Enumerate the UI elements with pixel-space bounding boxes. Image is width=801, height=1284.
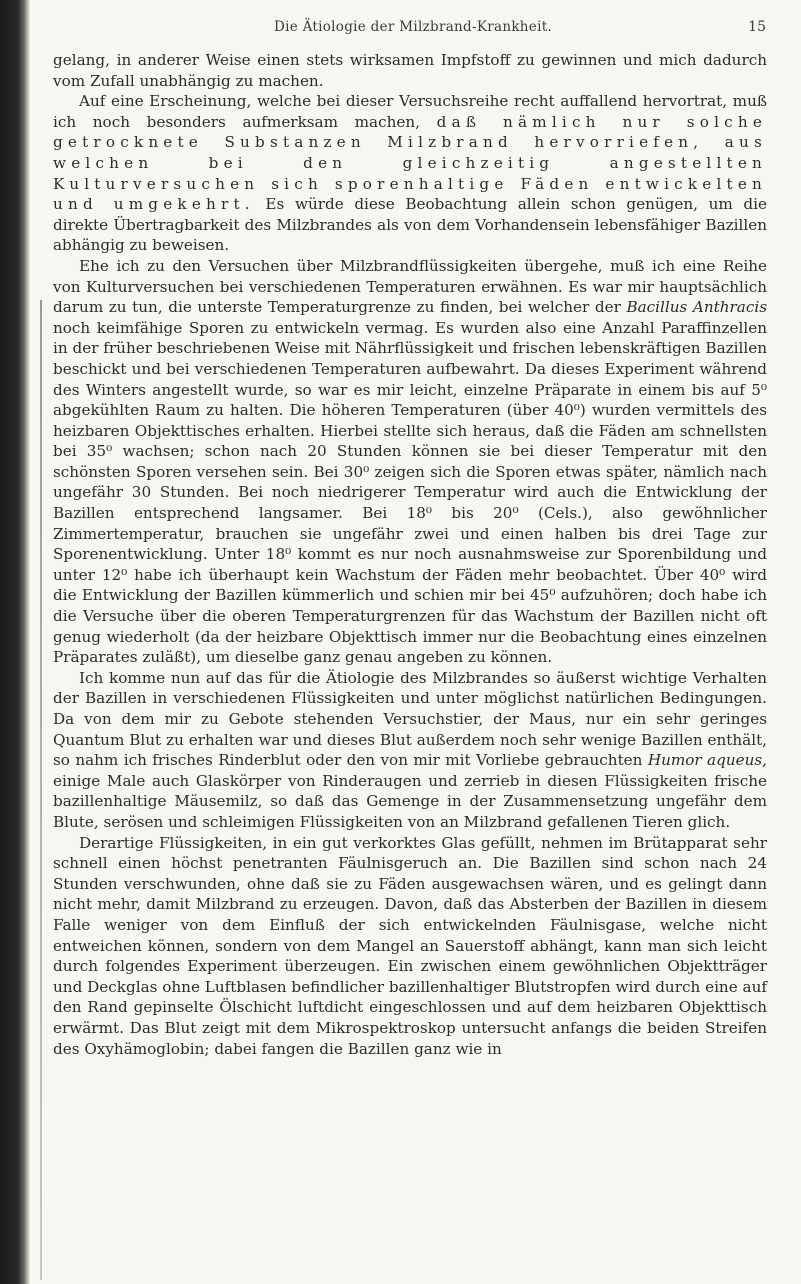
paragraph-2 [53,91,767,256]
paragraph-4-italic: Humor aqueus, [647,751,768,770]
paragraph-3-end: noch keimfähige Sporen zu entwickeln vermag. Es wurden also eine Anzahl Paraffinzellen in der früher beschriebenen Weise mit Nährflüssigkeit und frischen lebenskräftigen Bazillen beschickt und bei verschiedenen Temperaturen aufbewahrt. Da dieses Experiment während des Winters angestellt wurde, so war es mir leicht, einzelne Präparate in einem bis auf 5⁰ abgekühlten Raum zu halten. Die höheren Temperaturen (über 40⁰) wurden vermittels des heizbaren Objekttisches erhalten. Hierbei stellte sich heraus, daß die Fäden am schnellsten bei 35⁰ wachsen; schon nach 20 Stunden können sie bei dieser Temperatur mit den schönsten Sporen versehen sein. Bei 30⁰ zeigen sich die Sporen etwas später, nämlich nach ungefähr 30 Stunden. Bei noch niedrigerer Temperatur wird auch die Entwicklung der Bazillen entsprechend langsamer. Bei 18⁰ bis 20⁰ (Cels.), also gewöhnlicher Zimmertemperatur, brauchen sie ungefähr zwei und einen halben bis drei Tage zur Sporenentwicklung. Unter 18⁰ kommt es nur noch ausnahmsweise zur Sporenbildung und unter 12⁰ habe ich überhaupt kein Wachstum der Fäden mehr beobachtet. Über 40⁰ wird die Entwicklung der Bazillen kümmerlich und schien mir bei 45⁰ aufzuhören; doch habe ich die Versuche über die oberen Temperaturgrenzen für das Wachstum der Bazillen nicht oft genug wiederholt (da der heizbare Objekttisch immer nur die Beobachtung eines einzelnen Präparates zuläßt), um dieselbe ganz genau angeben zu können. [53,318,767,667]
body-text [53,50,767,1059]
paragraph-5: Derartige Flüssigkeiten, in ein gut verkorktes Glas gefüllt, nehmen im Brütapparat sehr schnell einen höchst penetranten Fäulnisgeruch an. Die Bazillen sind schon nach 24 Stunden verschwunden, ohne daß sie zu Fäden ausgewachsen wären, und es gelingt dann nicht mehr, damit Milzbrand zu erzeugen. Davon, daß das Absterben der Bazillen in diesem Falle weniger von dem Einfluß der sich entwickelnden Fäulnisgase, welche nicht entweichen können, sondern von dem Mangel an Sauerstoff abhängt, kann man sich leicht durch folgendes Experiment überzeugen. Ein zwischen einem gewöhnlichen Objektträger und Deckglas ohne Luftblasen befindlicher bazillenhaltiger Blutstropfen wird durch eine auf den Rand gepinselte Ölschicht luftdicht eingeschlossen und auf dem heizbaren Objekttisch erwärmt. Das Blut zeigt mit dem Mikrospektroskop untersucht anfangs die beiden Streifen des Oxyhämoglobin; dabei fangen die Bazillen ganz wie in [53,833,767,1058]
paragraph-4-start: Ich komme nun auf das für die Ätiologie des Milzbrandes so äußerst wichtige Verhalten der Bazillen in verschiedenen Flüssigkeiten und unter möglichst natürlichen Bedingungen. Da von dem mir zu Gebote stehenden Versuchstier, der Maus, nur ein sehr geringes Quantum Blut zu erhalten war und dieses Blut außerdem noch sehr wenige Bazillen enthält, so nahm ich frisches Rinderblut oder den von mir mit Vorliebe gebrauchten [53,668,767,770]
page-header [60,19,766,41]
paragraph-3-italic: Bacillus Anthracis [626,298,768,317]
paragraph-1: gelang, in anderer Weise einen stets wirksamen Impfstoff zu gewinnen und mich dadurch vom Zufall unabhängig zu machen. [53,51,767,90]
paragraph-4 [53,668,767,833]
paragraph-2-emphasis: daß nämlich nur solche getrocknete Substanzen Milzbrand hervorriefen, aus welchen bei den gleichzeitig angestellten Kulturversuchen sich sporenhaltige Fäden entwickelten und umgekehrt. [53,112,768,214]
book-spine-shadow [0,0,30,1284]
running-title: Die Ätiologie der Milzbrand-Krankheit. [273,19,553,35]
paragraph-4-end: einige Male auch Glaskörper von Rinderaugen und zerrieb in diesen Flüssigkeiten frische bazillenhaltige Mäusemilz, so daß das Gemenge in der Zusammensetzung ungefähr dem Blute, serösen und schleimigen Flüssigkeiten von an Milzbrand gefallenen Tieren glich. [53,771,767,831]
paragraph-3 [53,256,767,668]
gutter-line [40,300,42,1280]
paragraph-2-start: Auf eine Erscheinung, welche bei dieser Versuchsreihe recht auffallend hervortrat, muß ich noch besonders aufmerksam machen, [53,92,767,131]
paragraph-3-start: Ehe ich zu den Versuchen über Milzbrandflüssigkeiten übergehe, muß ich eine Reihe von Kulturversuchen bei verschiedenen Temperaturen erwähnen. Es war mir hauptsächlich darum zu tun, die unterste Temperaturgrenze zu finden, bei welcher der [53,256,767,317]
page-number: 15 [748,19,766,35]
paragraph-2-end: Es würde diese Beobachtung allein schon genügen, um die direkte Übertragbarkeit des Milzbrandes als von dem Vorhandensein lebensfähiger Bazillen abhängig zu beweisen. [53,195,768,255]
